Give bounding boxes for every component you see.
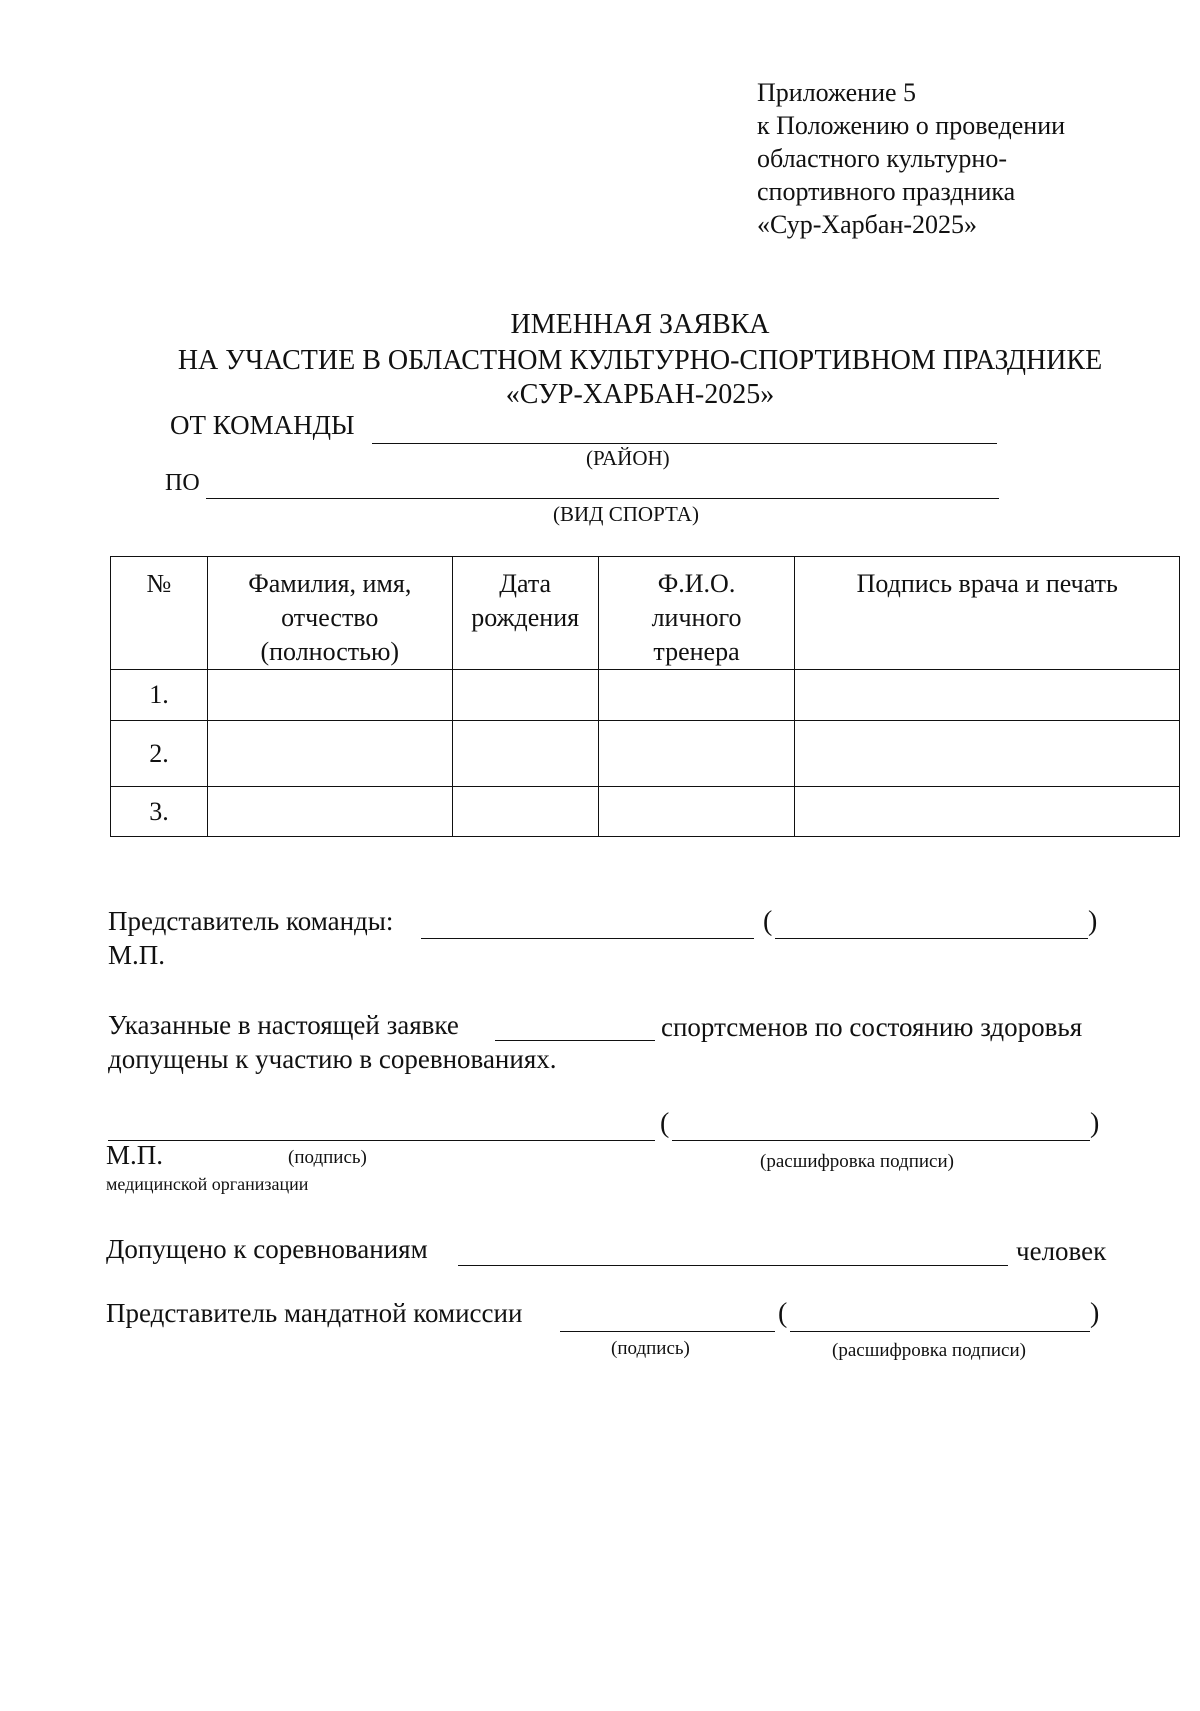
header-dob: Дата рождения (452, 557, 598, 670)
team-hint: (РАЙОН) (586, 446, 670, 470)
coach-cell[interactable] (598, 670, 795, 721)
sport-hint: (ВИД СПОРТА) (553, 502, 699, 526)
representative-signature-line[interactable] (421, 938, 754, 939)
row-number: 2. (111, 721, 208, 787)
coach-cell[interactable] (598, 721, 795, 787)
open-paren: ( (763, 906, 773, 937)
open-paren: ( (660, 1108, 670, 1139)
open-paren: ( (778, 1298, 788, 1329)
row-number: 1. (111, 670, 208, 721)
dob-cell[interactable] (452, 721, 598, 787)
medical-stamp: М.П. (106, 1140, 164, 1170)
commission-label: Представитель мандатной комиссии (106, 1298, 523, 1328)
medical-signature-line[interactable] (108, 1140, 655, 1141)
appendix-line: спортивного праздника (757, 177, 1016, 206)
header-doctor-signature: Подпись врача и печать (795, 557, 1180, 670)
doctor-cell[interactable] (795, 670, 1180, 721)
document-title-line2: НА УЧАСТИЕ В ОБЛАСТНОМ КУЛЬТУРНО-СПОРТИВНОМ ПРАЗДНИКЕ (177, 345, 1103, 376)
name-cell[interactable] (207, 670, 452, 721)
allowed-unit: человек (1016, 1236, 1107, 1266)
close-paren: ) (1088, 906, 1098, 937)
allowed-label: Допущено к соревнованиям (106, 1234, 428, 1264)
appendix-line: «Сур-Харбан-2025» (757, 210, 978, 239)
sport-label: ПО (165, 470, 200, 496)
sport-input-line[interactable] (206, 498, 999, 499)
allowed-count-line[interactable] (458, 1265, 1008, 1266)
admission-text-2: спортсменов по состоянию здоровья (661, 1012, 1083, 1042)
roster-table (110, 556, 1180, 837)
team-label: ОТ КОМАНДЫ (170, 410, 355, 440)
representative-stamp: М.П. (108, 940, 166, 970)
name-cell[interactable] (207, 787, 452, 837)
document-title-line3: «СУР-ХАРБАН-2025» (505, 379, 775, 410)
admitted-count-line[interactable] (495, 1040, 655, 1041)
commission-signature-line[interactable] (560, 1331, 775, 1332)
admission-text-3: допущены к участию в соревнованиях. (108, 1044, 557, 1074)
dob-cell[interactable] (452, 670, 598, 721)
dob-cell[interactable] (452, 787, 598, 837)
table-row (111, 721, 1180, 787)
name-cell[interactable] (207, 721, 452, 787)
commission-decode-hint: (расшифровка подписи) (832, 1340, 1026, 1361)
header-coach: Ф.И.О. личного тренера (598, 557, 795, 670)
table-row (111, 670, 1180, 721)
team-input-line[interactable] (372, 443, 997, 444)
appendix-note (757, 76, 1065, 241)
close-paren: ) (1090, 1108, 1100, 1139)
doctor-cell[interactable] (795, 721, 1180, 787)
appendix-line: областного культурно- (757, 144, 1007, 173)
representative-label: Представитель команды: (108, 906, 394, 936)
admission-text-1: Указанные в настоящей заявке (108, 1010, 459, 1040)
medical-signature-hint: (подпись) (288, 1147, 367, 1168)
medical-decode-hint: (расшифровка подписи) (760, 1151, 954, 1172)
table-header-row (111, 557, 1180, 670)
header-num: № (111, 557, 208, 670)
commission-signature-hint: (подпись) (611, 1338, 690, 1359)
representative-name-line[interactable] (775, 938, 1088, 939)
appendix-line: Приложение 5 (757, 78, 917, 107)
appendix-line: к Положению о проведении (757, 111, 1066, 140)
medical-org-label: медицинской организации (106, 1174, 309, 1194)
commission-name-line[interactable] (790, 1331, 1090, 1332)
table-row (111, 787, 1180, 837)
row-number: 3. (111, 787, 208, 837)
header-name: Фамилия, имя, отчество (полностью) (207, 557, 452, 670)
medical-name-line[interactable] (672, 1140, 1090, 1141)
doctor-cell[interactable] (795, 787, 1180, 837)
document-title-line1: ИМЕННАЯ ЗАЯВКА (510, 309, 770, 340)
coach-cell[interactable] (598, 787, 795, 837)
close-paren: ) (1090, 1298, 1100, 1329)
